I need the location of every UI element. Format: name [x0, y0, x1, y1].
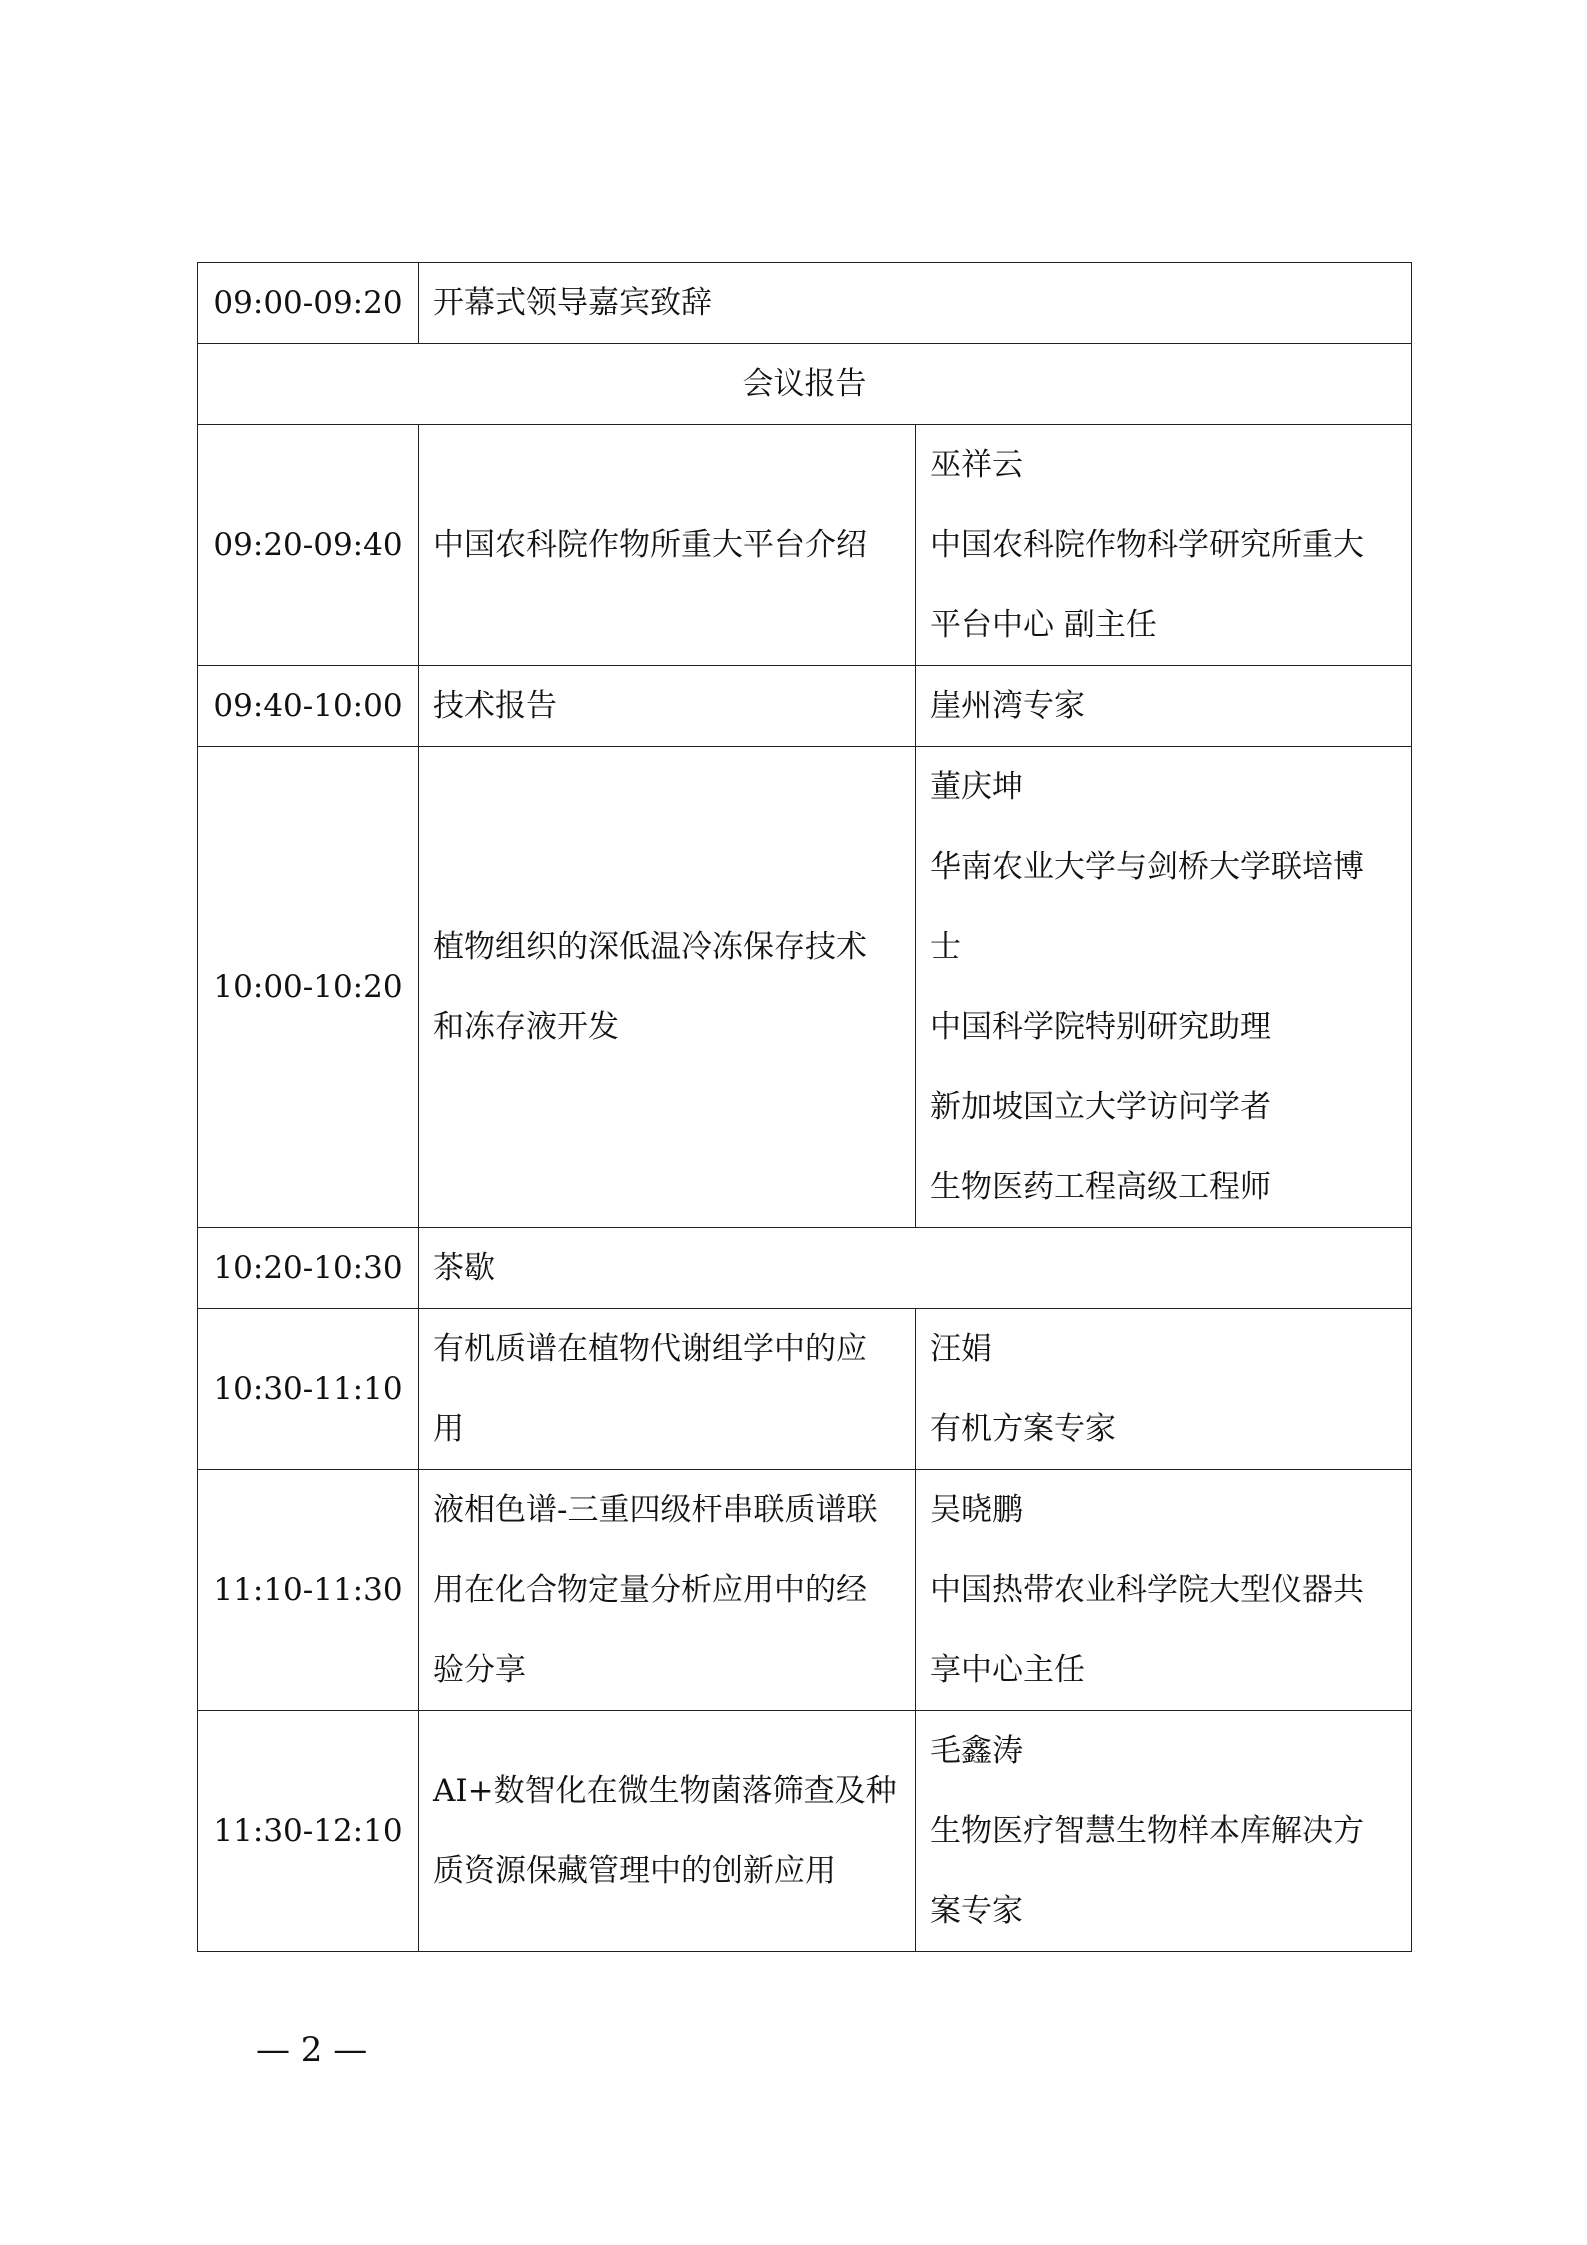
time-cell: 11:10-11:30	[198, 1470, 419, 1711]
topic-cell	[419, 425, 916, 666]
table-row	[198, 666, 1412, 747]
speaker-cell	[916, 425, 1412, 666]
speaker-name: 汪娟	[930, 1331, 992, 1367]
agenda-table	[197, 262, 1412, 1952]
speaker-line: 享中心主任	[930, 1652, 1085, 1688]
time-cell: 10:30-11:10	[198, 1309, 419, 1470]
speaker-cell	[916, 666, 1412, 747]
topic-cell: 茶歇	[419, 1228, 1412, 1309]
topic-cell	[419, 747, 916, 1228]
speaker-line: 士	[930, 929, 961, 965]
table-row	[198, 425, 1412, 666]
speaker-line: 华南农业大学与剑桥大学联培博	[930, 849, 1364, 885]
section-header: 会议报告	[198, 344, 1412, 425]
topic-line: 液相色谱-三重四级杆串联质谱联	[433, 1492, 878, 1528]
speaker-name: 毛鑫涛	[930, 1733, 1023, 1769]
speaker-cell	[916, 747, 1412, 1228]
table-row	[198, 1228, 1412, 1309]
time-cell: 11:30-12:10	[198, 1711, 419, 1952]
speaker-name: 吴晓鹏	[930, 1492, 1023, 1528]
topic-line: 有机质谱在植物代谢组学中的应	[433, 1331, 867, 1367]
topic-cell: 开幕式领导嘉宾致辞	[419, 263, 1412, 344]
topic-line: 和冻存液开发	[433, 1009, 619, 1045]
topic-line: 用在化合物定量分析应用中的经	[433, 1572, 867, 1608]
topic-cell	[419, 666, 916, 747]
topic-cell	[419, 1470, 916, 1711]
time-cell: 09:00-09:20	[198, 263, 419, 344]
table-row	[198, 1309, 1412, 1470]
speaker-line: 平台中心 副主任	[930, 607, 1157, 643]
topic-cell	[419, 1309, 916, 1470]
table-row	[198, 1470, 1412, 1711]
speaker-name: 董庆坤	[930, 769, 1023, 805]
table-row	[198, 263, 1412, 344]
speaker-line: 生物医药工程高级工程师	[930, 1169, 1271, 1205]
topic-cell	[419, 1711, 916, 1952]
speaker-cell	[916, 1711, 1412, 1952]
speaker-line: 新加坡国立大学访问学者	[930, 1089, 1271, 1125]
speaker-line: 生物医疗智慧生物样本库解决方	[930, 1813, 1364, 1849]
topic-line: 植物组织的深低温冷冻保存技术	[433, 929, 867, 965]
speaker-name: 巫祥云	[930, 447, 1023, 483]
speaker-line: 中国农科院作物科学研究所重大	[930, 527, 1364, 563]
table-row	[198, 1711, 1412, 1952]
topic-line: 用	[433, 1411, 464, 1447]
time-cell: 09:40-10:00	[198, 666, 419, 747]
topic-line: AI+数智化在微生物菌落筛查及种	[433, 1773, 897, 1809]
page-number: — 2 —	[256, 2030, 368, 2070]
topic-line: 中国农科院作物所重大平台介绍	[433, 527, 867, 563]
time-cell: 10:00-10:20	[198, 747, 419, 1228]
speaker-cell	[916, 1309, 1412, 1470]
speaker-cell	[916, 1470, 1412, 1711]
speaker-line: 案专家	[930, 1893, 1023, 1929]
speaker-name: 崖州湾专家	[930, 688, 1085, 724]
topic-line: 技术报告	[433, 688, 557, 724]
topic-line: 验分享	[433, 1652, 526, 1688]
table-row	[198, 344, 1412, 425]
time-cell: 10:20-10:30	[198, 1228, 419, 1309]
speaker-line: 有机方案专家	[930, 1411, 1116, 1447]
speaker-line: 中国热带农业科学院大型仪器共	[930, 1572, 1364, 1608]
speaker-line: 中国科学院特别研究助理	[930, 1009, 1271, 1045]
topic-line: 质资源保藏管理中的创新应用	[433, 1853, 836, 1889]
table-row	[198, 747, 1412, 1228]
time-cell: 09:20-09:40	[198, 425, 419, 666]
